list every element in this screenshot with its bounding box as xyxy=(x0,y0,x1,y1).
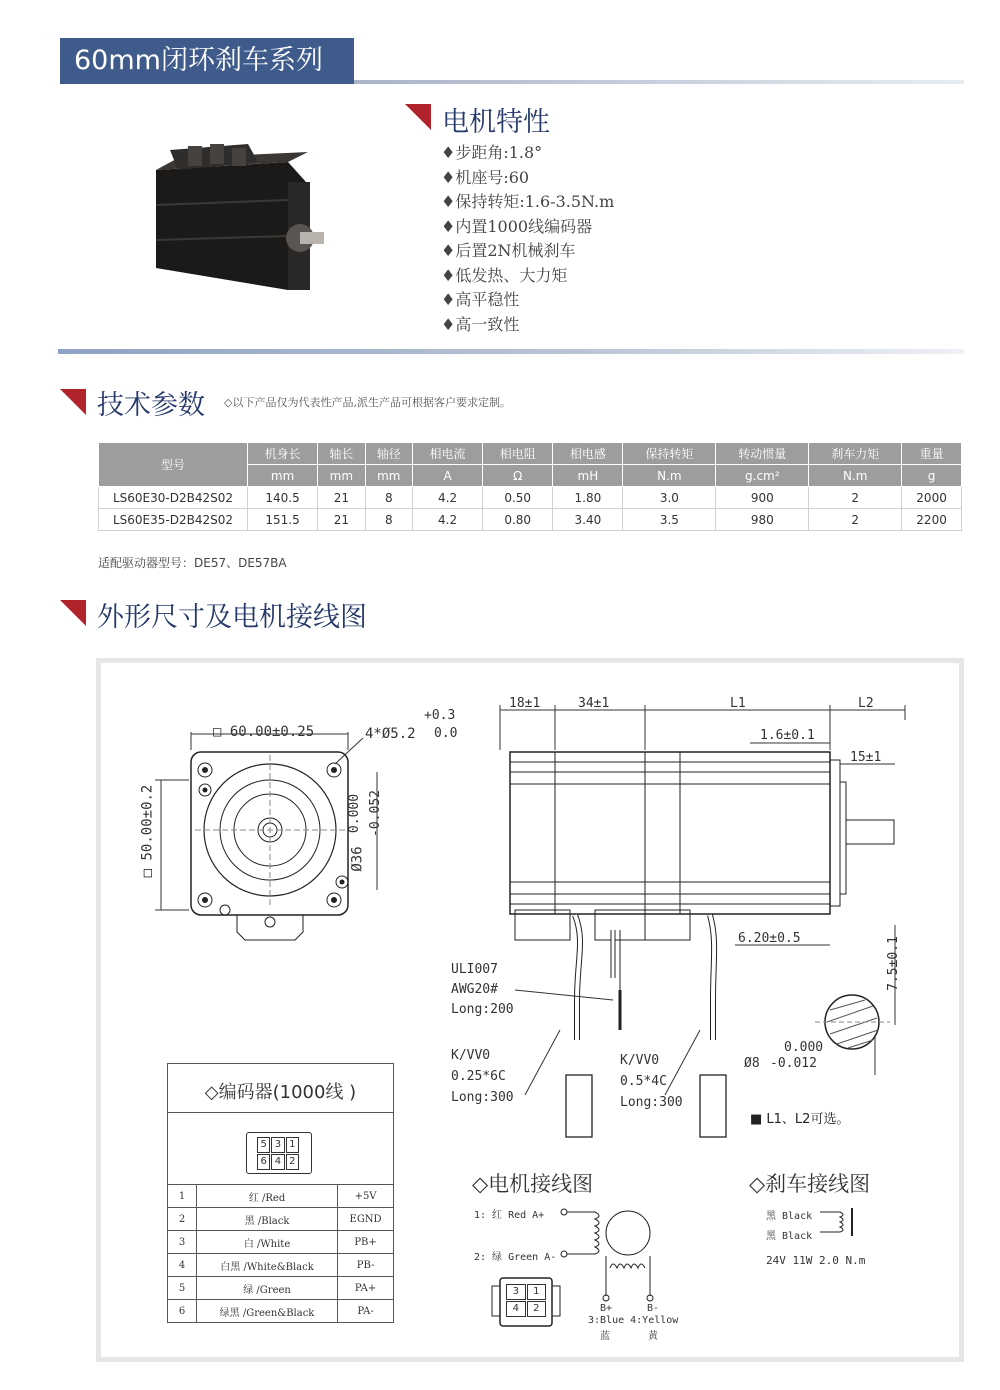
shaft-tol-top: 0.000 xyxy=(784,1040,824,1055)
table-cell: 151.5 xyxy=(248,509,318,531)
encoder-pin: 5 xyxy=(257,1137,270,1153)
col-header: 机身长 xyxy=(248,443,318,465)
driver-note: 适配驱动器型号：DE57、DE57BA xyxy=(98,556,287,570)
encoder-table xyxy=(167,1184,394,1323)
b-blue-cn: 蓝 xyxy=(600,1331,610,1342)
brake-wire-1: 黑 Black xyxy=(766,1211,813,1222)
pin-number: 4 xyxy=(168,1254,197,1277)
table-cell: 4.2 xyxy=(412,509,482,531)
encoder-pin: 2 xyxy=(286,1154,299,1170)
side-dim-l1: L1 xyxy=(730,696,746,711)
wire-color: 白黑 /White&Black xyxy=(197,1254,338,1277)
side-dim-7-5: 7.5±0.1 xyxy=(885,936,901,991)
cable-label-1 xyxy=(451,960,514,1020)
front-pilot-tol-top: 0.000 xyxy=(347,793,363,834)
side-dim-15: 15±1 xyxy=(850,750,882,765)
table-row xyxy=(168,1277,394,1300)
col-header: 转动惯量 xyxy=(716,443,809,465)
col-header: 相电感 xyxy=(553,443,623,465)
feature-item: ♦后置2N机械刹车 xyxy=(441,241,576,260)
encoder-pin: 3 xyxy=(271,1137,284,1153)
unit-header: mm xyxy=(365,465,412,487)
unit-header: A xyxy=(412,465,482,487)
col-header: 相电流 xyxy=(412,443,482,465)
table-cell: 1.80 xyxy=(553,487,623,509)
table-row xyxy=(168,1300,394,1323)
table-row xyxy=(99,487,962,509)
side-dim-l2: L2 xyxy=(858,696,874,711)
table-cell: 0.50 xyxy=(483,487,553,509)
side-dim-6-2: 6.20±0.5 xyxy=(738,931,801,946)
cable-3-spec: 0.5*4C xyxy=(620,1074,667,1089)
motor-pin: 2 xyxy=(527,1301,547,1317)
cable-2-type: K/VV0 xyxy=(451,1048,491,1063)
shaft-dim: Ø8 xyxy=(744,1056,760,1071)
table-row xyxy=(99,509,962,531)
signal-name: PB+ xyxy=(338,1231,394,1254)
col-header: 保持转矩 xyxy=(623,443,716,465)
spec-table xyxy=(98,442,962,531)
table-cell: 21 xyxy=(318,509,365,531)
table-row xyxy=(168,1185,394,1208)
motor-pin: 4 xyxy=(506,1301,526,1317)
a-minus-label: 2: 绿 Green A- xyxy=(474,1252,557,1263)
shaft-tol-bot: -0.012 xyxy=(770,1056,817,1071)
feature-item: ♦步距角:1.8° xyxy=(441,143,543,162)
cable-label-3 xyxy=(620,1050,683,1113)
unit-header: mm xyxy=(248,465,318,487)
cable-1-length: Long:200 xyxy=(451,1002,514,1017)
dimensions-heading: 外形尺寸及电机接线图 xyxy=(97,602,367,633)
table-cell: 3.5 xyxy=(623,509,716,531)
encoder-pin: 1 xyxy=(286,1137,299,1153)
brake-wire-2: 黑 Black xyxy=(766,1231,813,1242)
unit-header: N.m xyxy=(809,465,902,487)
unit-header: Ω xyxy=(483,465,553,487)
col-header: 相电阻 xyxy=(483,443,553,465)
pin-number: 6 xyxy=(168,1300,197,1323)
signal-name: +5V xyxy=(338,1185,394,1208)
table-cell: 3.40 xyxy=(553,509,623,531)
length-option-note: ■ L1、L2可选。 xyxy=(750,1112,850,1127)
motor-connector-pins xyxy=(506,1284,546,1317)
table-cell: 8 xyxy=(365,509,412,531)
unit-header: g xyxy=(902,465,962,487)
col-header: 轴径 xyxy=(365,443,412,465)
front-pilot-tol-bot: -0.052 xyxy=(367,790,383,837)
table-cell: 900 xyxy=(716,487,809,509)
wire-color: 红 /Red xyxy=(197,1185,338,1208)
table-row xyxy=(168,1231,394,1254)
brake-coil-icon xyxy=(820,1204,860,1238)
unit-header: g.cm² xyxy=(716,465,809,487)
b-yellow-cn: 黄 xyxy=(648,1331,658,1342)
front-square-dim: □ 60.00±0.25 xyxy=(213,724,315,740)
encoder-panel xyxy=(167,1063,394,1184)
title-underline xyxy=(354,80,964,84)
col-header: 型号 xyxy=(99,443,248,487)
side-dim-1-6: 1.6±0.1 xyxy=(760,728,815,743)
page-title: 60mm闭环刹车系列 xyxy=(60,38,354,84)
cable-label-2 xyxy=(451,1045,514,1108)
tech-note: ◇以下产品仅为代表性产品,派生产品可根据客户要求定制。 xyxy=(224,396,511,409)
side-dim-34: 34±1 xyxy=(578,696,610,711)
wire-color: 绿黑 /Green&Black xyxy=(197,1300,338,1323)
table-cell: 8 xyxy=(365,487,412,509)
motor-pin: 1 xyxy=(527,1284,547,1300)
col-header: 重量 xyxy=(902,443,962,465)
b-minus-label: B- xyxy=(647,1303,660,1314)
motor-wiring-heading: ◇电机接线图 xyxy=(472,1172,594,1196)
feature-item: ♦机座号:60 xyxy=(441,168,530,187)
cable-2-spec: 0.25*6C xyxy=(451,1069,506,1084)
table-cell: 4.2 xyxy=(412,487,482,509)
signal-name: PA- xyxy=(338,1300,394,1323)
front-pilot-dim: Ø36 xyxy=(349,846,366,872)
wire-color: 白 /White xyxy=(197,1231,338,1254)
feature-item: ♦高一致性 xyxy=(441,315,520,334)
table-cell: 980 xyxy=(716,509,809,531)
signal-name: EGND xyxy=(338,1208,394,1231)
feature-item: ♦保持转矩:1.6-3.5N.m xyxy=(441,192,615,211)
table-row xyxy=(168,1208,394,1231)
signal-name: PB- xyxy=(338,1254,394,1277)
tech-marker xyxy=(60,389,86,415)
cable-3-type: K/VV0 xyxy=(620,1053,660,1068)
unit-header: mm xyxy=(318,465,365,487)
side-view-drawing xyxy=(495,700,915,1150)
table-cell: 2000 xyxy=(902,487,962,509)
signal-name: PA+ xyxy=(338,1277,394,1300)
table-cell: 2200 xyxy=(902,509,962,531)
wire-color: 绿 /Green xyxy=(197,1277,338,1300)
table-cell: 2 xyxy=(809,487,902,509)
front-holes-tol-bot: 0.0 xyxy=(434,726,458,741)
front-holes-tol-top: +0.3 xyxy=(424,708,456,723)
col-header: 轴长 xyxy=(318,443,365,465)
table-cell: 3.0 xyxy=(623,487,716,509)
table-cell: 21 xyxy=(318,487,365,509)
table-cell: 140.5 xyxy=(248,487,318,509)
wire-color: 黑 /Black xyxy=(197,1208,338,1231)
tech-heading: 技术参数 xyxy=(97,390,205,421)
feature-item: ♦低发热、大力矩 xyxy=(441,266,568,285)
unit-header: N.m xyxy=(623,465,716,487)
col-header: 刹车力矩 xyxy=(809,443,902,465)
feature-item: ♦高平稳性 xyxy=(441,290,520,309)
table-row xyxy=(168,1254,394,1277)
motor-photo xyxy=(148,140,328,300)
cable-1-type: ULI007 xyxy=(451,962,498,977)
brake-spec: 24V 11W 2.0 N.m xyxy=(766,1254,866,1267)
cable-3-length: Long:300 xyxy=(620,1095,683,1110)
table-cell: LS60E35-D2B42S02 xyxy=(99,509,248,531)
motor-pin: 3 xyxy=(506,1284,526,1300)
encoder-heading: ◇编码器(1000线 ) xyxy=(204,1082,357,1103)
table-cell: 0.80 xyxy=(483,509,553,531)
front-height-dim: □ 50.00±0.2 xyxy=(139,784,156,878)
cable-2-length: Long:300 xyxy=(451,1090,514,1105)
dimensions-marker xyxy=(60,600,86,626)
a-plus-label: 1: 红 Red A+ xyxy=(474,1210,545,1221)
pin-number: 3 xyxy=(168,1231,197,1254)
encoder-pin: 6 xyxy=(257,1154,270,1170)
brake-wiring-heading: ◇刹车接线图 xyxy=(749,1172,871,1196)
table-cell: LS60E30-D2B42S02 xyxy=(99,487,248,509)
pin-number: 2 xyxy=(168,1208,197,1231)
encoder-connector xyxy=(246,1132,312,1174)
b-color-labels: 3:Blue 4:Yellow xyxy=(588,1315,679,1326)
features-marker xyxy=(405,104,431,130)
table-cell: 2 xyxy=(809,509,902,531)
feature-item: ♦内置1000线编码器 xyxy=(441,217,593,236)
unit-header: mH xyxy=(553,465,623,487)
b-plus-label: B+ xyxy=(600,1303,613,1314)
section-divider xyxy=(58,349,964,354)
pin-number: 5 xyxy=(168,1277,197,1300)
front-holes-dim: 4*Ø5.2 xyxy=(365,726,416,742)
features-heading: 电机特性 xyxy=(442,107,550,138)
side-dim-18: 18±1 xyxy=(509,696,541,711)
cable-1-gauge: AWG20# xyxy=(451,982,498,997)
encoder-pin: 4 xyxy=(271,1154,284,1170)
pin-number: 1 xyxy=(168,1185,197,1208)
